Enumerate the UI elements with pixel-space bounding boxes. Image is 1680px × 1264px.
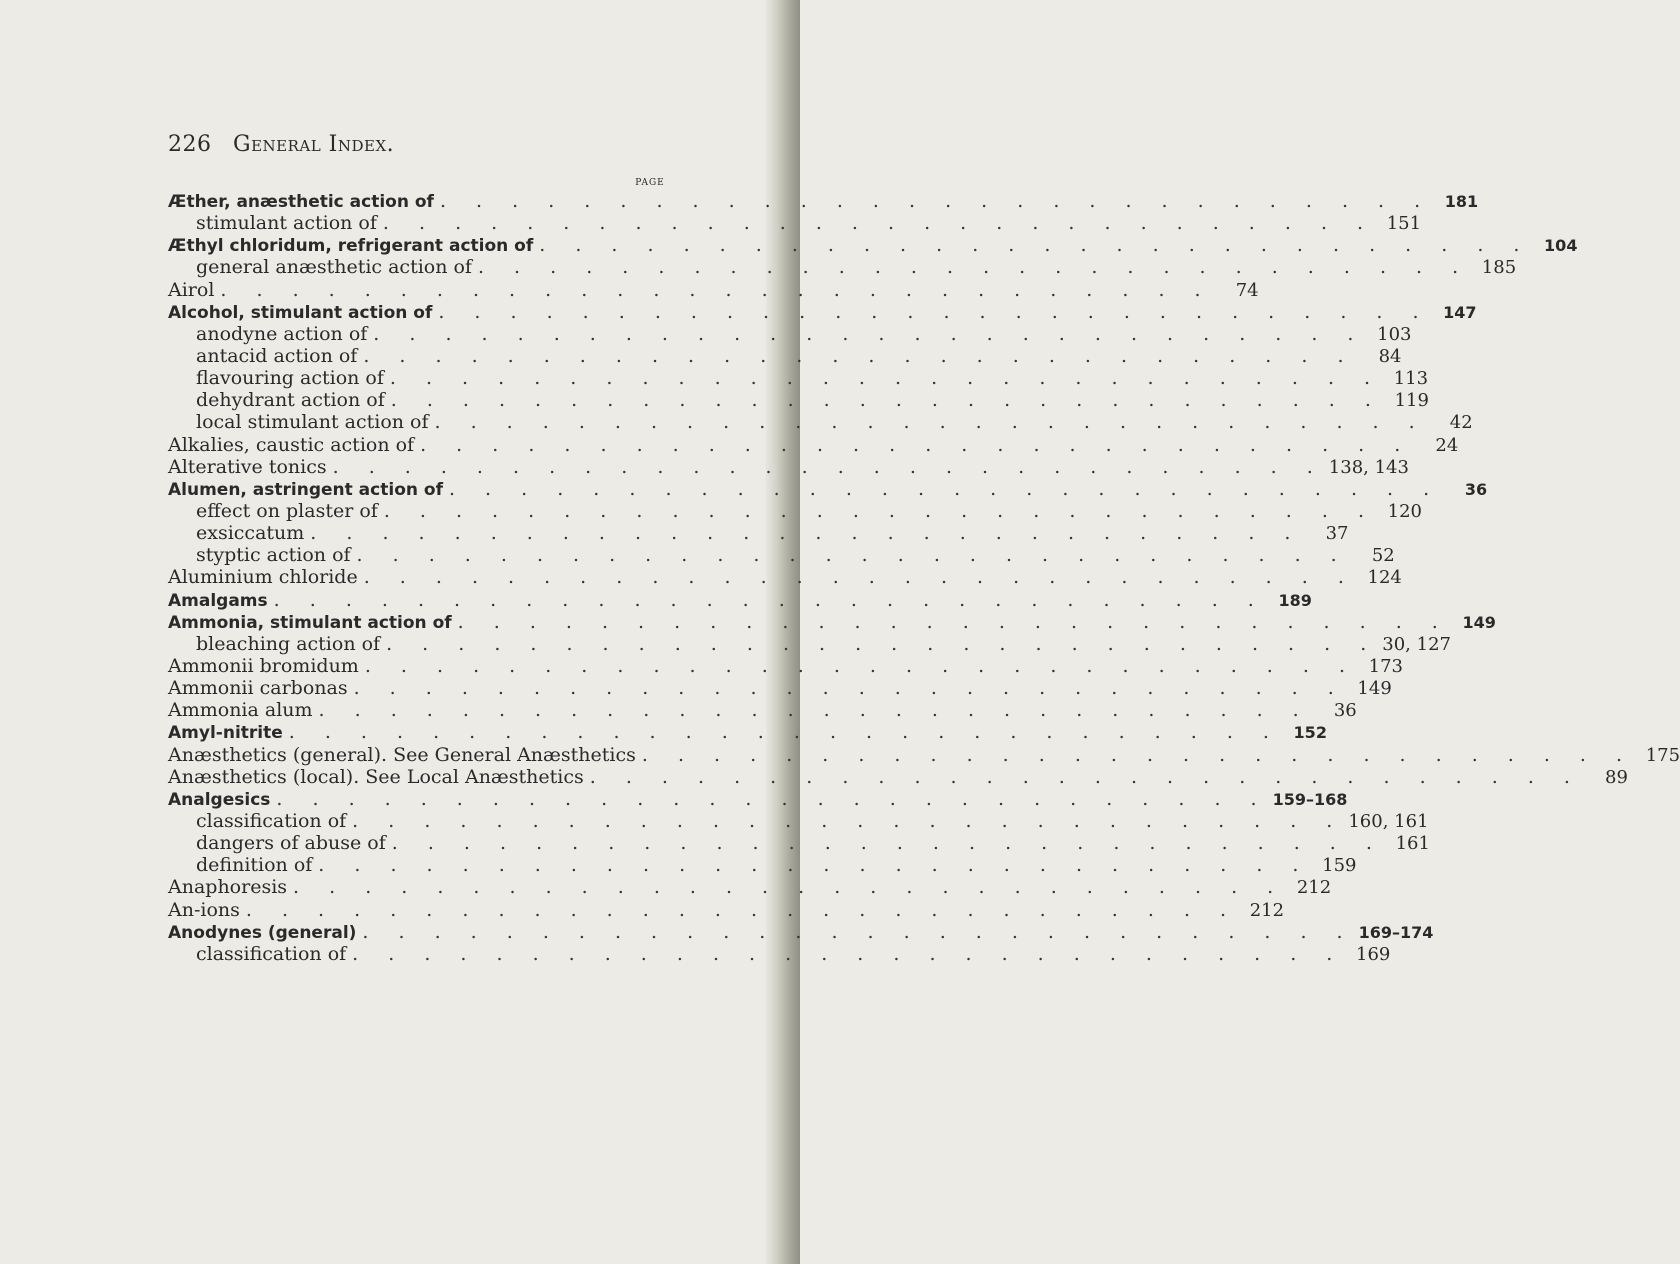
dot-leader: . . . . . . . . . . . . . . . . . . . . . . . . . . . . [273, 588, 1266, 611]
index-term: Ammonia alum [168, 699, 313, 722]
index-page-ref: 147 [1443, 302, 1477, 322]
dot-leader: . . . . . . . . . . . . . . . . . . . . . . . . . . . . [439, 190, 1433, 212]
index-entry [168, 278, 1259, 301]
index-subentry [168, 522, 1349, 545]
index-term: general anæsthetic action of [196, 256, 472, 279]
index-page-ref: 52 [1371, 545, 1395, 567]
index-subentry [168, 544, 1395, 567]
index-entry [168, 455, 1409, 478]
index-entry [168, 920, 1434, 943]
index-entry [168, 477, 1488, 500]
index-term: Æther, anæsthetic action of [168, 192, 434, 212]
dot-leader: . . . . . . . . . . . . . . . . . . . . . . . . . . . . [356, 544, 1349, 567]
dot-leader: . . . . . . . . . . . . . . . . . . . . . . . . . . . . [362, 920, 1355, 943]
index-page-ref: 185 [1481, 257, 1517, 279]
index-subentry [168, 854, 1357, 877]
index-page-ref: 181 [1444, 192, 1479, 211]
dot-leader: . . . . . . . . . . . . . . . . . . . . . . . . . . . . [352, 809, 1345, 832]
dot-leader: . . . . . . . . . . . . . . . . . . . . . . . . . . . . [310, 522, 1303, 545]
index-term: exsiccatum [196, 522, 305, 545]
dot-leader: . . . . . . . . . . . . . . . . . . . . . . . . . . . . [434, 411, 1427, 434]
index-term: effect on plaster of [196, 499, 378, 522]
dot-leader: . . . . . . . . . . . . . . . . . . . . . . . . . . . . [363, 344, 1356, 367]
dot-leader: . . . . . . . . . . . . . . . . . . . . . . . . . . . . [420, 433, 1413, 456]
dot-leader: . . . . . . . . . . . . . . . . . . . . . . . . . . . . [318, 854, 1311, 877]
dot-leader: . . . . . . . . . . . . . . . . . . . . . . . . . . . . [332, 455, 1325, 478]
dot-leader: . . . . . . . . . . . . . . . . . . . . . . . . . . . . [373, 322, 1366, 345]
index-term: flavouring action of [196, 367, 384, 390]
index-entry [168, 765, 1628, 788]
index-term: styptic action of [196, 544, 351, 567]
index-term: definition of [196, 854, 313, 877]
index-page-ref: 124 [1367, 567, 1402, 589]
index-entry [168, 610, 1496, 633]
index-page-ref: 159–168 [1272, 789, 1348, 809]
index-term: classification of [196, 942, 347, 965]
index-page-ref: 119 [1394, 390, 1429, 412]
index-list [168, 190, 1680, 965]
index-page-ref: 103 [1377, 323, 1412, 345]
dot-leader: . . . . . . . . . . . . . . . . . . . . . . . . . . . . [389, 367, 1383, 390]
index-entry [168, 721, 1327, 744]
index-page-ref: 169–174 [1358, 922, 1434, 942]
index-subentry [168, 632, 1451, 655]
index-page-ref: 212 [1296, 877, 1332, 899]
running-header [168, 132, 394, 157]
index-term: Amalgams [168, 590, 268, 611]
index-page-ref: 173 [1368, 655, 1404, 677]
index-term: Anaphoresis [168, 876, 288, 899]
index-page-ref: 37 [1325, 523, 1349, 545]
index-entry [168, 654, 1404, 677]
index-page-ref: 104 [1544, 236, 1578, 256]
index-subentry [168, 499, 1422, 522]
index-subentry [168, 389, 1429, 412]
dot-leader: . . . . . . . . . . . . . . . . . . . . . . . . . . . . [438, 300, 1431, 323]
index-term: Alkalies, caustic action of [168, 433, 415, 456]
index-term: classification of [196, 809, 347, 832]
index-page-ref: 161 [1395, 833, 1430, 855]
index-page-ref: 113 [1393, 368, 1429, 390]
dot-leader: . . . . . . . . . . . . . . . . . . . . . . . . . . . . [364, 654, 1358, 677]
index-entry [168, 876, 1332, 899]
dot-leader: . . . . . . . . . . . . . . . . . . . . . . . . . . . . [352, 942, 1345, 965]
index-entry [168, 300, 1477, 323]
index-page-ref: 89 [1605, 766, 1628, 788]
index-page-ref: 175 [1645, 744, 1680, 766]
index-subentry [168, 322, 1412, 345]
page-column-label: PAGE [635, 178, 665, 188]
index-page-ref: 120 [1387, 500, 1422, 522]
index-page-ref: 30, 127 [1382, 633, 1451, 655]
index-term: Aluminium chloride [168, 566, 358, 589]
dot-leader: . . . . . . . . . . . . . . . . . . . . . . . . . . . . [391, 832, 1384, 855]
index-page-ref: 149 [1462, 612, 1496, 632]
dot-leader: . . . . . . . . . . . . . . . . . . . . . . . . . . . . [641, 743, 1635, 766]
index-subentry [168, 411, 1473, 434]
index-subentry [168, 942, 1391, 965]
index-term: Anæsthetics (local). See Local Anæsthetics [168, 765, 584, 788]
index-page-ref: 24 [1435, 434, 1459, 456]
index-subentry [168, 809, 1429, 832]
index-subentry [168, 832, 1430, 855]
index-page-ref: 84 [1378, 345, 1402, 367]
index-entry [168, 699, 1357, 722]
index-term: Anodynes (general) [168, 922, 357, 943]
index-entry [168, 190, 1479, 212]
index-term: dehydrant action of [196, 389, 385, 412]
index-page-ref: 149 [1357, 678, 1392, 700]
dot-leader: . . . . . . . . . . . . . . . . . . . . . . . . . . . . [477, 256, 1471, 279]
index-term: Anæsthetics (general). See General Anæsthetics [168, 743, 636, 766]
dot-leader: . . . . . . . . . . . . . . . . . . . . . . . . . . . . [245, 898, 1239, 921]
index-page-ref: 42 [1449, 412, 1473, 434]
index-term: Ammonia, stimulant action of [168, 612, 452, 633]
dot-leader: . . . . . . . . . . . . . . . . . . . . . . . . . . . . [276, 787, 1269, 810]
index-page-ref: 160, 161 [1348, 810, 1429, 832]
index-term: Analgesics [168, 789, 271, 810]
index-term: local stimulant action of [196, 411, 429, 434]
index-term: dangers of abuse of [196, 832, 386, 855]
index-page-ref: 159 [1322, 855, 1357, 877]
index-term: anodyne action of [196, 322, 368, 345]
index-entry [168, 588, 1312, 611]
index-entry [168, 234, 1578, 257]
index-entry [168, 677, 1392, 700]
index-page-ref: 138, 143 [1328, 456, 1409, 478]
index-page-ref: 151 [1386, 213, 1422, 235]
index-page-ref: 212 [1249, 899, 1285, 921]
index-page-ref: 36 [1333, 700, 1357, 722]
dot-leader: . . . . . . . . . . . . . . . . . . . . . . . . . . . . [363, 566, 1356, 589]
dot-leader: . . . . . . . . . . . . . . . . . . . . . . . . . . . . [382, 212, 1376, 235]
index-term: Ammonii carbonas [168, 677, 348, 700]
dot-leader: . . . . . . . . . . . . . . . . . . . . . . . . . . . . [383, 499, 1376, 522]
page-title: General Index. [233, 132, 395, 157]
index-page-ref: 169 [1356, 943, 1391, 965]
index-term: antacid action of [196, 344, 358, 367]
index-term: Æthyl chloridum, refrigerant action of [168, 236, 534, 257]
index-page-ref: 152 [1293, 723, 1327, 743]
page-number: 226 [168, 132, 212, 157]
index-page-ref: 189 [1278, 590, 1312, 610]
dot-leader: . . . . . . . . . . . . . . . . . . . . . . . . . . . . [539, 234, 1532, 257]
index-term: An-ions [168, 898, 240, 921]
dot-leader: . . . . . . . . . . . . . . . . . . . . . . . . . . . . [220, 278, 1213, 301]
index-term: Amyl-nitrite [168, 723, 283, 744]
index-entry [168, 787, 1348, 810]
dot-leader: . . . . . . . . . . . . . . . . . . . . . . . . . . . . [293, 876, 1286, 899]
dot-leader: . . . . . . . . . . . . . . . . . . . . . . . . . . . . [589, 765, 1582, 788]
dot-leader: . . . . . . . . . . . . . . . . . . . . . . . . . . . . [353, 677, 1346, 700]
index-page-ref: 74 [1235, 279, 1259, 301]
index-term: bleaching action of [196, 632, 381, 655]
index-entry [168, 898, 1285, 921]
dot-leader: . . . . . . . . . . . . . . . . . . . . . . . . . . . . [288, 721, 1281, 744]
index-entry [168, 566, 1402, 589]
dot-leader: . . . . . . . . . . . . . . . . . . . . . . . . . . . . [318, 699, 1311, 722]
index-subentry [168, 256, 1517, 279]
index-subentry [168, 212, 1422, 235]
index-term: Alterative tonics [168, 455, 327, 478]
index-term: Airol [168, 278, 215, 301]
dot-leader: . . . . . . . . . . . . . . . . . . . . . . . . . . . . [457, 610, 1450, 633]
index-entry [168, 743, 1680, 766]
index-entry [168, 433, 1459, 456]
dot-leader: . . . . . . . . . . . . . . . . . . . . . . . . . . . . [390, 389, 1383, 412]
dot-leader: . . . . . . . . . . . . . . . . . . . . . . . . . . . . [386, 632, 1379, 655]
index-subentry [168, 367, 1429, 390]
index-term: Alumen, astringent action of [168, 479, 443, 500]
index-term: Alcohol, stimulant action of [168, 302, 433, 323]
index-term: Ammonii bromidum [168, 654, 359, 677]
dot-leader: . . . . . . . . . . . . . . . . . . . . . . . . . . . . [448, 477, 1442, 500]
index-subentry [168, 344, 1402, 367]
index-term: stimulant action of [196, 212, 377, 235]
index-page-ref: 36 [1464, 479, 1488, 499]
